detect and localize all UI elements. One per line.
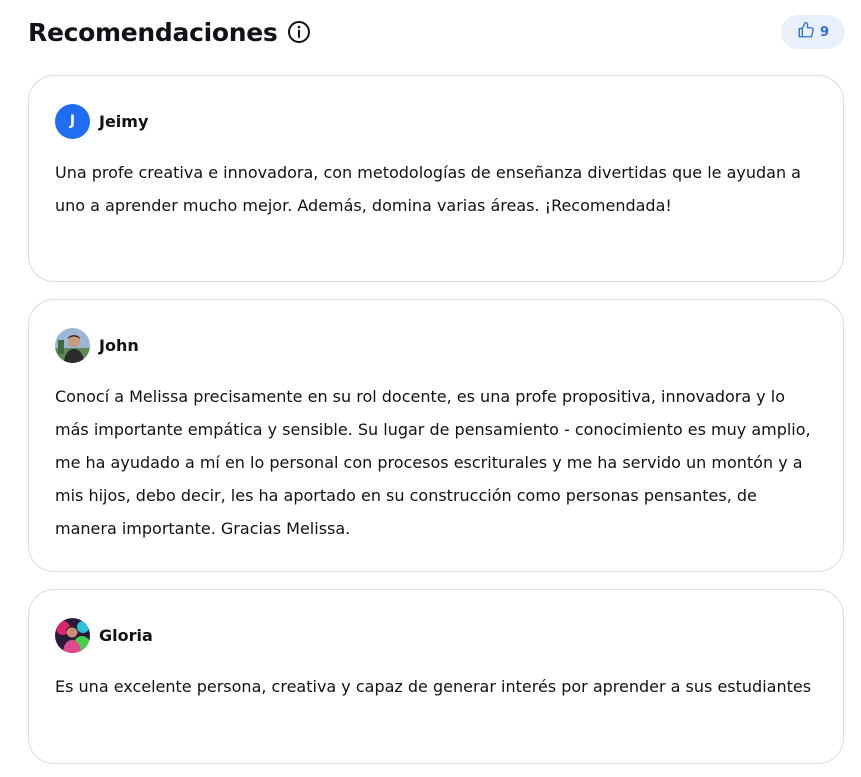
avatar (55, 618, 90, 653)
review-card (28, 299, 844, 572)
review-author (55, 104, 148, 138)
avatar (55, 328, 90, 363)
likes-count: 9 (819, 24, 830, 40)
avatar-initial: J (69, 113, 76, 129)
review-text: Conocí a Melissa precisamente en su rol docente, es una profe propositiva, innovadora y lo más importante empática y sensible. Su lugar de pensamiento - conocimiento es muy amplio, me ha ayudado a mí en lo personal con procesos escriturales y me ha servido un montón y a mis hijos, debo decir, les ha aportado en su construcción como personas pensantes, de manera importante. Gracias Melissa. (55, 387, 811, 538)
author-name: John (99, 335, 139, 355)
review-text: Es una excelente persona, creativa y capaz de generar interés por aprender a sus estudiantes (55, 677, 812, 696)
thumbs-up-icon (797, 21, 815, 43)
section-title: Recomendaciones (28, 17, 278, 47)
likes-button[interactable] (781, 15, 845, 49)
info-circle-icon[interactable] (287, 20, 311, 44)
recommendations-header (28, 14, 845, 50)
avatar (55, 104, 90, 139)
user-photo-icon (55, 618, 90, 653)
author-name: Gloria (99, 625, 153, 645)
review-author (55, 618, 153, 652)
review-card (28, 589, 844, 764)
review-text: Una profe creativa e innovadora, con metodologías de enseñanza divertidas que le ayudan a uno a aprender mucho mejor. Además, domina varias áreas. ¡Recomendada! (55, 163, 801, 215)
review-card (28, 75, 844, 282)
review-author (55, 328, 139, 362)
author-name: Jeimy (99, 111, 149, 131)
user-photo-icon (55, 328, 90, 363)
title-group (28, 14, 311, 50)
